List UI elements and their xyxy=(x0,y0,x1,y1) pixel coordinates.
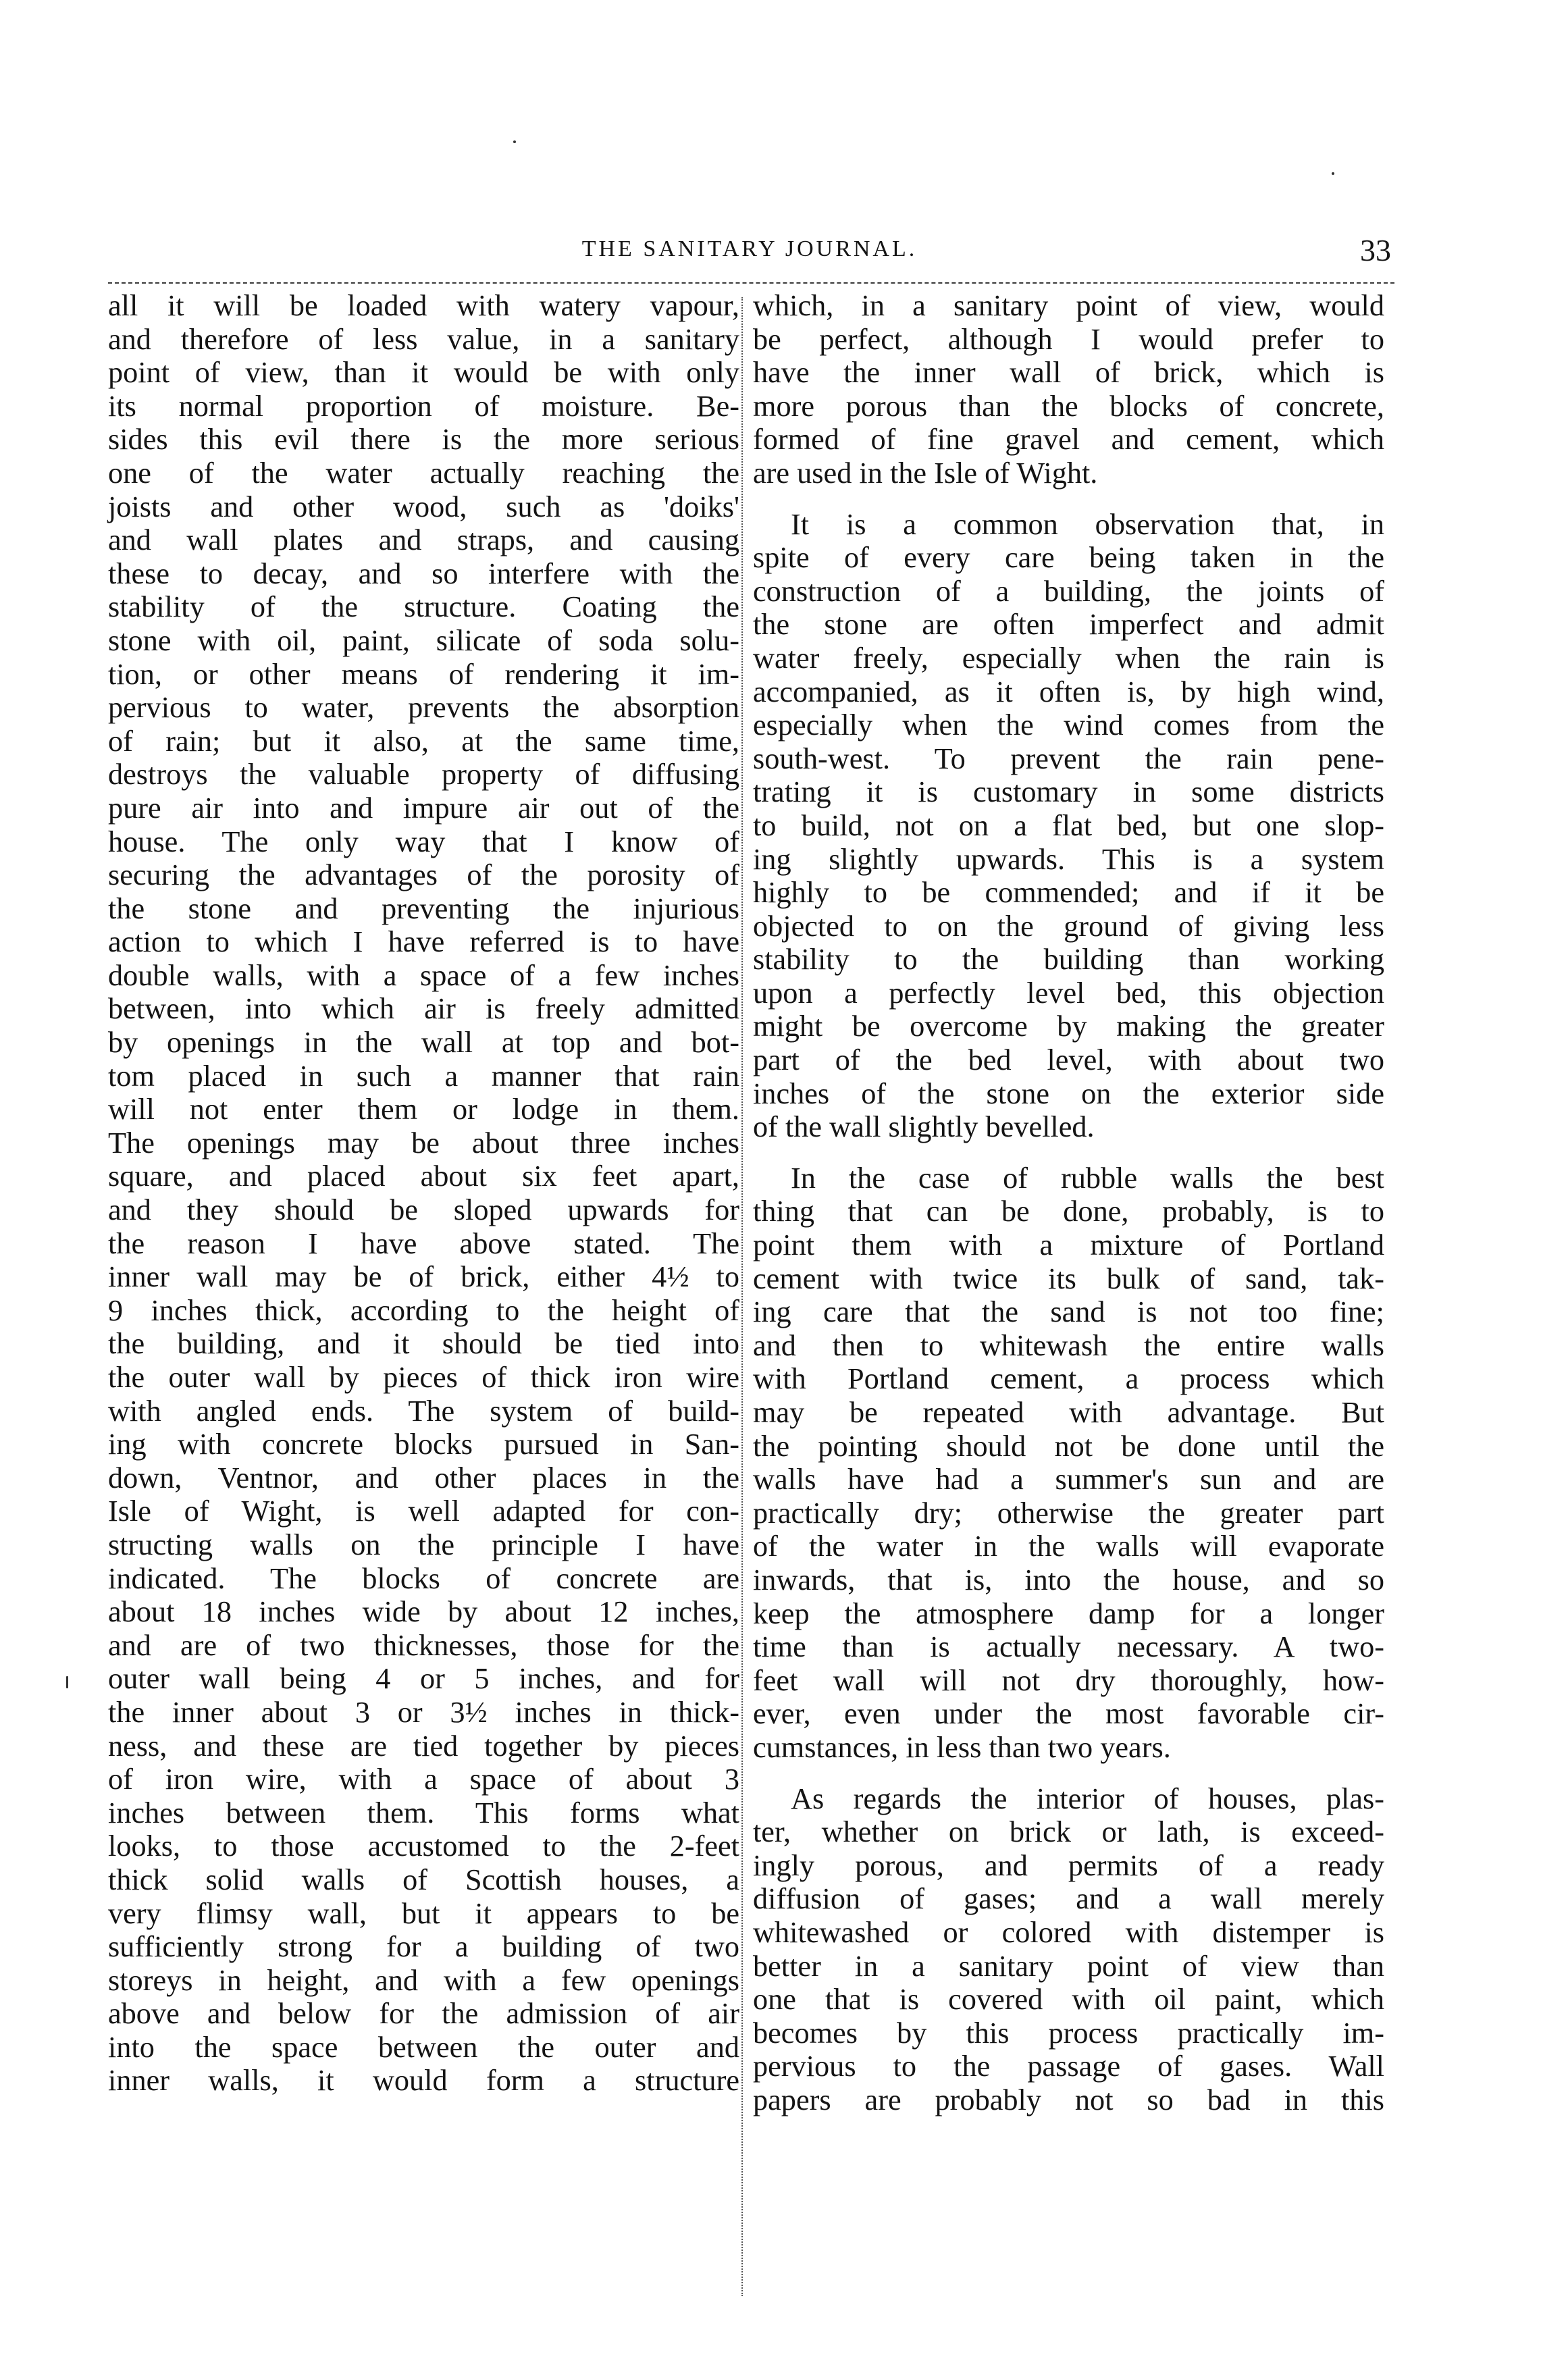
text-line: stability of the structure. Coating the xyxy=(108,590,739,624)
text-line: thick solid walls of Scottish houses, a xyxy=(108,1863,739,1896)
text-line: very flimsy wall, but it appears to be xyxy=(108,1896,739,1930)
text-line: with Portland cement, a process which xyxy=(753,1362,1384,1396)
text-line: tion, or other means of rendering it im- xyxy=(108,657,739,691)
paragraph-gap xyxy=(753,1765,1384,1782)
text-line: and wall plates and straps, and causing xyxy=(108,523,739,557)
text-line: all it will be loaded with watery vapour, xyxy=(108,289,739,322)
text-line: time than is actually necessary. A two- xyxy=(753,1630,1384,1664)
text-line: of iron wire, with a space of about 3 xyxy=(108,1763,739,1796)
text-line: might be overcome by making the greater xyxy=(753,1010,1384,1043)
text-line: its normal proportion of moisture. Be- xyxy=(108,389,739,423)
text-line: above and below for the admission of air xyxy=(108,1997,739,2031)
text-line: double walls, with a space of a few inches xyxy=(108,958,739,992)
text-line: house. The only way that I know of xyxy=(108,825,739,858)
text-line: and then to whitewash the entire walls xyxy=(753,1328,1384,1362)
print-speck xyxy=(513,140,516,143)
text-line: better in a sanitary point of view than xyxy=(753,1949,1384,1983)
text-line: to build, not on a flat bed, but one slop- xyxy=(753,808,1384,842)
left-column xyxy=(108,289,739,2098)
paragraph xyxy=(753,1162,1384,1765)
paragraph xyxy=(753,508,1384,1144)
text-line: may be repeated with advantage. But xyxy=(753,1396,1384,1429)
text-line: whitewashed or colored with distemper is xyxy=(753,1915,1384,1949)
text-line: ing slightly upwards. This is a system xyxy=(753,842,1384,876)
text-line: inches between them. This forms what xyxy=(108,1796,739,1829)
text-line: point them with a mixture of Portland xyxy=(753,1228,1384,1262)
text-line: construction of a building, the joints of xyxy=(753,574,1384,608)
paragraph-gap xyxy=(753,1144,1384,1162)
text-line: the reason I have above stated. The xyxy=(108,1226,739,1260)
text-line: one that is covered with oil paint, which xyxy=(753,1983,1384,2017)
text-line: The openings may be about three inches xyxy=(108,1126,739,1160)
text-line: inwards, that is, into the house, and so xyxy=(753,1563,1384,1596)
text-line: ingly porous, and permits of a ready xyxy=(753,1848,1384,1882)
text-line: be perfect, although I would prefer to xyxy=(753,322,1384,356)
text-line: these to decay, and so interfere with the xyxy=(108,556,739,590)
text-line: are used in the Isle of Wight. xyxy=(753,456,1098,490)
text-line: south-west. To prevent the rain pene- xyxy=(753,742,1384,775)
text-line: joists and other wood, such as 'doiks' xyxy=(108,490,739,523)
text-line: ness, and these are tied together by pieces xyxy=(108,1729,739,1763)
text-line: outer wall being 4 or 5 inches, and for xyxy=(108,1662,739,1696)
page-number: 33 xyxy=(1360,233,1391,267)
text-line: point of view, than it would be with only xyxy=(108,356,739,390)
paragraph xyxy=(753,289,1384,490)
print-speck xyxy=(66,1676,68,1688)
text-line: inches of the stone on the exterior side xyxy=(753,1076,1384,1110)
text-line: between, into which air is freely admitted xyxy=(108,992,739,1026)
text-line: pervious to water, prevents the absorption xyxy=(108,691,739,725)
text-line: feet wall will not dry thoroughly, how- xyxy=(753,1663,1384,1697)
text-line: water freely, especially when the rain is xyxy=(753,641,1384,675)
text-line: formed of fine gravel and cement, which xyxy=(753,423,1384,457)
text-line: of the wall slightly bevelled. xyxy=(753,1110,1095,1144)
text-line: have the inner wall of brick, which is xyxy=(753,356,1384,390)
text-line: Isle of Wight, is well adapted for con- xyxy=(108,1495,739,1528)
text-line: inner wall may be of brick, either 4½ to xyxy=(108,1260,739,1294)
text-line: one of the water actually reaching the xyxy=(108,456,739,490)
text-line: highly to be commended; and if it be xyxy=(753,876,1384,910)
text-line: down, Ventnor, and other places in the xyxy=(108,1461,739,1495)
text-line: keep the atmosphere damp for a longer xyxy=(753,1596,1384,1630)
text-line: stone with oil, paint, silicate of soda solu- xyxy=(108,623,739,657)
text-line: storeys in height, and with a few openings xyxy=(108,1963,739,1997)
column-divider xyxy=(741,297,743,2296)
text-line: tom placed in such a manner that rain xyxy=(108,1059,739,1093)
right-column xyxy=(753,289,1384,2116)
text-line: will not enter them or lodge in them. xyxy=(108,1093,739,1126)
text-line: accompanied, as it often is, by high wind, xyxy=(753,675,1384,708)
text-line: especially when the wind comes from the xyxy=(753,708,1384,742)
text-line: the building, and it should be tied into xyxy=(108,1327,739,1361)
text-line: papers are probably not so bad in this xyxy=(753,2083,1384,2116)
text-line: practically dry; otherwise the greater part xyxy=(753,1496,1384,1530)
text-line: and are of two thicknesses, those for the xyxy=(108,1628,739,1662)
text-line: sides this evil there is the more serious xyxy=(108,423,739,457)
print-speck xyxy=(1332,172,1334,175)
text-line: securing the advantages of the porosity of xyxy=(108,858,739,892)
text-line: cumstances, in less than two years. xyxy=(753,1730,1171,1764)
text-line: more porous than the blocks of concrete, xyxy=(753,389,1384,423)
text-line: indicated. The blocks of concrete are xyxy=(108,1561,739,1595)
text-line: into the space between the outer and xyxy=(108,2030,739,2064)
text-line: ing with concrete blocks pursued in San- xyxy=(108,1428,739,1461)
text-line: of rain; but it also, at the same time, xyxy=(108,724,739,758)
text-line: and they should be sloped upwards for xyxy=(108,1193,739,1227)
text-line: trating it is customary in some districts xyxy=(753,775,1384,809)
text-line: diffusion of gases; and a wall merely xyxy=(753,1882,1384,1916)
text-line: walls have had a summer's sun and are xyxy=(753,1463,1384,1497)
text-line: which, in a sanitary point of view, would xyxy=(753,289,1384,322)
page-header xyxy=(108,234,1405,274)
text-line: inner walls, it would form a structure xyxy=(108,2064,739,2098)
text-line: looks, to those accustomed to the 2-feet xyxy=(108,1829,739,1863)
text-line: upon a perfectly level bed, this objection xyxy=(753,976,1384,1010)
text-line: with angled ends. The system of build- xyxy=(108,1394,739,1428)
header-rule xyxy=(108,282,1394,284)
text-line: stability to the building than working xyxy=(753,943,1384,977)
text-line: It is a common observation that, in xyxy=(791,507,1384,541)
text-line: objected to on the ground of giving less xyxy=(753,909,1384,943)
text-line: thing that can be done, probably, is to xyxy=(753,1195,1384,1228)
text-line: and therefore of less value, in a sanitary xyxy=(108,322,739,356)
text-line: ter, whether on brick or lath, is exceed- xyxy=(753,1815,1384,1849)
text-line: As regards the interior of houses, plas- xyxy=(791,1782,1384,1815)
text-line: square, and placed about six feet apart, xyxy=(108,1160,739,1193)
paragraph xyxy=(753,1782,1384,2117)
text-line: the outer wall by pieces of thick iron wire xyxy=(108,1361,739,1394)
text-line: destroys the valuable property of diffusing xyxy=(108,758,739,791)
text-line: the stone and preventing the injurious xyxy=(108,891,739,925)
text-line: the stone are often imperfect and admit xyxy=(753,608,1384,642)
text-line: ever, even under the most favorable cir- xyxy=(753,1697,1384,1731)
text-line: pure air into and impure air out of the xyxy=(108,791,739,825)
text-line: ing care that the sand is not too fine; xyxy=(753,1295,1384,1329)
text-line: spite of every care being taken in the xyxy=(753,541,1384,575)
text-line: 9 inches thick, according to the height of xyxy=(108,1293,739,1327)
text-line: about 18 inches wide by about 12 inches, xyxy=(108,1595,739,1629)
text-line: structing walls on the principle I have xyxy=(108,1528,739,1561)
text-line: part of the bed level, with about two xyxy=(753,1043,1384,1077)
text-line: cement with twice its bulk of sand, tak- xyxy=(753,1262,1384,1295)
text-line: the inner about 3 or 3½ inches in thick- xyxy=(108,1695,739,1729)
text-line: sufficiently strong for a building of two xyxy=(108,1930,739,1964)
text-line: pervious to the passage of gases. Wall xyxy=(753,2050,1384,2083)
running-title: THE SANITARY JOURNAL. xyxy=(581,236,918,261)
text-line: In the case of rubble walls the best xyxy=(791,1161,1384,1195)
text-line: action to which I have referred is to have xyxy=(108,925,739,959)
text-line: the pointing should not be done until the xyxy=(753,1429,1384,1463)
text-line: of the water in the walls will evaporate xyxy=(753,1530,1384,1563)
text-line: becomes by this process practically im- xyxy=(753,2016,1384,2050)
text-line: by openings in the wall at top and bot- xyxy=(108,1026,739,1060)
paragraph-gap xyxy=(753,490,1384,508)
